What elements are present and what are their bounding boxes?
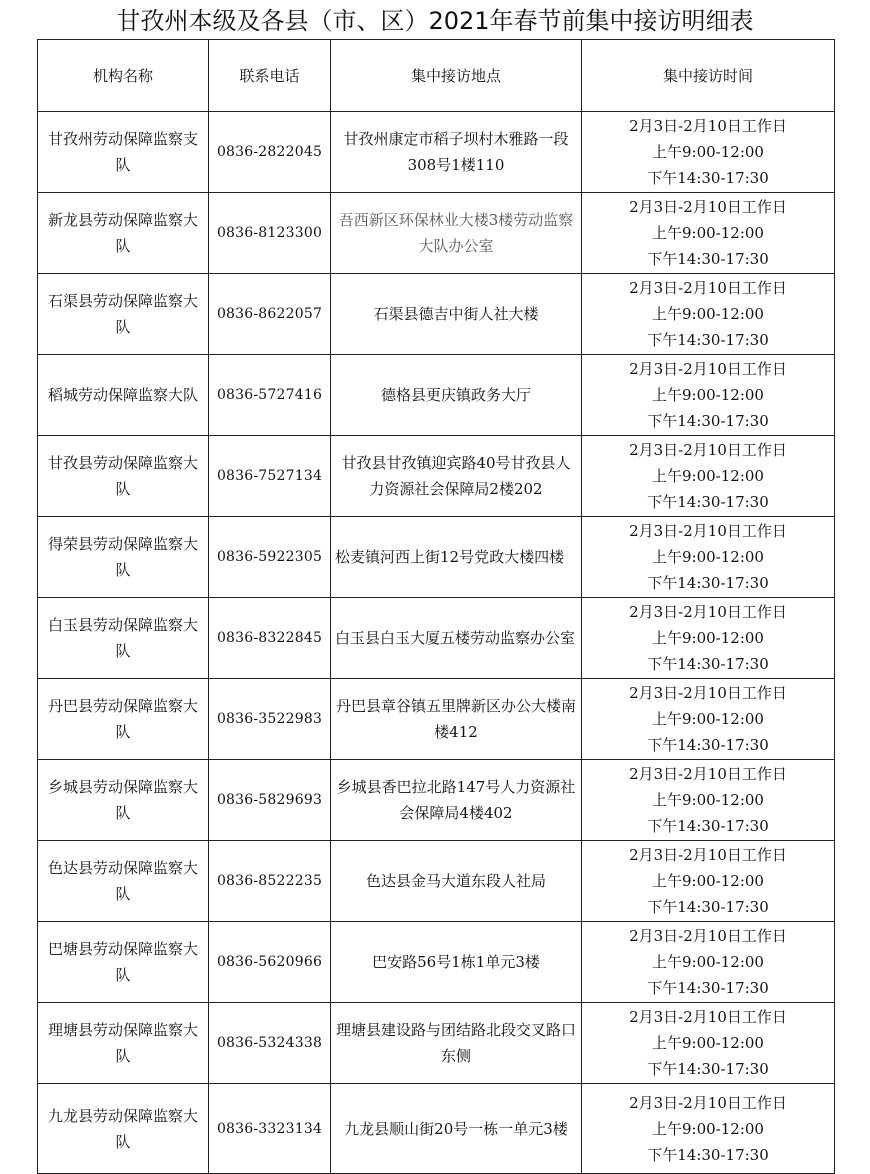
time-line: 下午14:30-17:30	[647, 331, 769, 349]
time-cell	[582, 679, 835, 760]
place-cell: 九龙县顺山街20号一栋一单元3楼	[331, 1084, 582, 1174]
org-name-cell: 乡城县劳动保障监察大队	[38, 760, 209, 841]
time-line: 下午14:30-17:30	[647, 1145, 769, 1164]
time-line: 2月3日-2月10日工作日	[629, 846, 787, 864]
header-org: 机构名称	[38, 40, 209, 112]
time-cell	[582, 760, 835, 841]
org-name-cell: 巴塘县劳动保障监察大队	[38, 922, 209, 1003]
table-row	[38, 679, 835, 760]
phone-cell: 0836-7527134	[209, 436, 331, 517]
place-cell: 吾西新区环保林业大楼3楼劳动监察大队办公室	[331, 193, 582, 274]
place-cell: 白玉县白玉大厦五楼劳动监察办公室	[331, 598, 582, 679]
phone-cell: 0836-8123300	[209, 193, 331, 274]
header-time: 集中接访时间	[582, 40, 835, 112]
time-line: 下午14:30-17:30	[647, 1060, 769, 1078]
place-cell: 甘孜县甘孜镇迎宾路40号甘孜县人力资源社会保障局2楼202	[331, 436, 582, 517]
time-cell	[582, 517, 835, 598]
table-row	[38, 517, 835, 598]
org-name-cell: 丹巴县劳动保障监察大队	[38, 679, 209, 760]
time-cell	[582, 922, 835, 1003]
table-body	[38, 112, 835, 1174]
place-cell: 理塘县建设路与团结路北段交叉路口东侧	[331, 1003, 582, 1084]
time-line: 上午9:00-12:00	[652, 629, 764, 647]
time-line: 下午14:30-17:30	[647, 493, 769, 511]
time-line: 上午9:00-12:00	[652, 791, 764, 809]
time-line: 2月3日-2月10日工作日	[629, 765, 787, 783]
phone-cell: 0836-5829693	[209, 760, 331, 841]
time-line: 2月3日-2月10日工作日	[629, 360, 787, 378]
phone-cell: 0836-5922305	[209, 517, 331, 598]
time-line: 2月3日-2月10日工作日	[629, 1008, 787, 1026]
time-line: 下午14:30-17:30	[647, 898, 769, 916]
time-cell	[582, 1003, 835, 1084]
phone-cell: 0836-5727416	[209, 355, 331, 436]
time-line: 下午14:30-17:30	[647, 250, 769, 268]
org-name-cell: 新龙县劳动保障监察大队	[38, 193, 209, 274]
time-line: 上午9:00-12:00	[652, 548, 764, 566]
time-line: 2月3日-2月10日工作日	[629, 198, 787, 216]
org-name-cell: 石渠县劳动保障监察大队	[38, 274, 209, 355]
table-row	[38, 841, 835, 922]
org-name-cell: 甘孜县劳动保障监察大队	[38, 436, 209, 517]
time-cell	[582, 436, 835, 517]
table-row	[38, 760, 835, 841]
time-line: 上午9:00-12:00	[652, 467, 764, 485]
time-line: 2月3日-2月10日工作日	[629, 684, 787, 702]
time-line: 上午9:00-12:00	[652, 224, 764, 242]
time-line: 下午14:30-17:30	[647, 169, 769, 187]
table-row	[38, 598, 835, 679]
time-line: 2月3日-2月10日工作日	[629, 603, 787, 621]
time-line: 2月3日-2月10日工作日	[629, 1093, 787, 1112]
time-line: 2月3日-2月10日工作日	[629, 279, 787, 297]
table-row	[38, 1084, 835, 1174]
place-cell: 丹巴县章谷镇五里牌新区办公大楼南楼412	[331, 679, 582, 760]
place-cell: 色达县金马大道东段人社局	[331, 841, 582, 922]
time-cell	[582, 193, 835, 274]
phone-cell: 0836-3323134	[209, 1084, 331, 1174]
phone-cell: 0836-3522983	[209, 679, 331, 760]
time-line: 上午9:00-12:00	[652, 1034, 764, 1052]
org-name-cell: 理塘县劳动保障监察大队	[38, 1003, 209, 1084]
place-cell: 松麦镇河西上街12号党政大楼四楼	[331, 517, 582, 598]
time-line: 上午9:00-12:00	[652, 305, 764, 323]
time-line: 下午14:30-17:30	[647, 817, 769, 835]
header-place: 集中接访地点	[331, 40, 582, 112]
time-cell	[582, 112, 835, 193]
phone-cell: 0836-8522235	[209, 841, 331, 922]
visit-schedule-table	[37, 39, 835, 1174]
time-cell	[582, 598, 835, 679]
time-line: 上午9:00-12:00	[652, 143, 764, 161]
place-cell: 石渠县德吉中街人社大楼	[331, 274, 582, 355]
time-line: 上午9:00-12:00	[652, 710, 764, 728]
time-line: 2月3日-2月10日工作日	[629, 927, 787, 945]
time-line: 上午9:00-12:00	[652, 953, 764, 971]
time-line: 2月3日-2月10日工作日	[629, 522, 787, 540]
time-cell	[582, 355, 835, 436]
org-name-cell: 白玉县劳动保障监察大队	[38, 598, 209, 679]
time-line: 2月3日-2月10日工作日	[629, 441, 787, 459]
time-line: 下午14:30-17:30	[647, 412, 769, 430]
time-line: 上午9:00-12:00	[652, 386, 764, 404]
table-row	[38, 436, 835, 517]
phone-cell: 0836-5620966	[209, 922, 331, 1003]
table-row	[38, 922, 835, 1003]
time-cell	[582, 841, 835, 922]
time-cell	[582, 274, 835, 355]
table-row	[38, 355, 835, 436]
org-name-cell: 稻城劳动保障监察大队	[38, 355, 209, 436]
time-cell	[582, 1084, 835, 1174]
header-phone: 联系电话	[209, 40, 331, 112]
table-header-row	[38, 40, 835, 112]
time-line: 下午14:30-17:30	[647, 574, 769, 592]
org-name-cell: 得荣县劳动保障监察大队	[38, 517, 209, 598]
org-name-cell: 九龙县劳动保障监察大队	[38, 1084, 209, 1174]
time-line: 下午14:30-17:30	[647, 736, 769, 754]
place-cell: 乡城县香巴拉北路147号人力资源社会保障局4楼402	[331, 760, 582, 841]
phone-cell: 0836-8622057	[209, 274, 331, 355]
time-line: 下午14:30-17:30	[647, 979, 769, 997]
table-row	[38, 112, 835, 193]
page-title: 甘孜州本级及各县（市、区）2021年春节前集中接访明细表	[116, 7, 754, 35]
time-line: 上午9:00-12:00	[652, 1119, 764, 1138]
place-cell: 巴安路56号1栋1单元3楼	[331, 922, 582, 1003]
place-cell: 甘孜州康定市稻子坝村木雅路一段308号1楼110	[331, 112, 582, 193]
time-line: 下午14:30-17:30	[647, 655, 769, 673]
table-row	[38, 1003, 835, 1084]
time-line: 上午9:00-12:00	[652, 872, 764, 890]
org-name-cell: 甘孜州劳动保障监察支队	[38, 112, 209, 193]
org-name-cell: 色达县劳动保障监察大队	[38, 841, 209, 922]
phone-cell: 0836-8322845	[209, 598, 331, 679]
phone-cell: 0836-2822045	[209, 112, 331, 193]
table-row	[38, 193, 835, 274]
phone-cell: 0836-5324338	[209, 1003, 331, 1084]
place-cell: 德格县更庆镇政务大厅	[331, 355, 582, 436]
table-row	[38, 274, 835, 355]
time-line: 2月3日-2月10日工作日	[629, 117, 787, 135]
